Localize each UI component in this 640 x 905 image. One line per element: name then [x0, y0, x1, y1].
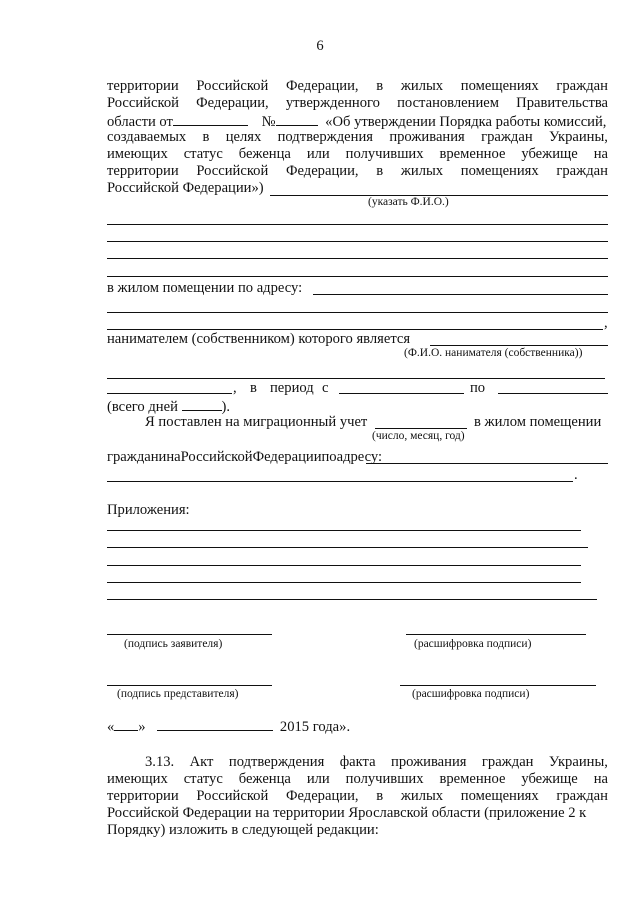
attachment-line[interactable]: [107, 582, 581, 583]
tenant-blank[interactable]: [430, 345, 608, 346]
blank-line[interactable]: [107, 241, 608, 242]
period-to-blank[interactable]: [498, 380, 608, 394]
attachment-line[interactable]: [107, 547, 588, 548]
tenant-hint: (Ф.И.О. нанимателя (собственника)): [404, 347, 583, 359]
intro-line-7: Российской Федерации»): [107, 180, 264, 196]
attachment-line[interactable]: [107, 530, 581, 531]
rep-decode-hint: (расшифровка подписи): [412, 688, 530, 700]
blank-line[interactable]: [107, 312, 608, 313]
applicant-signature-line[interactable]: [107, 634, 272, 635]
intro-line-6: территории Российской Федерации, в жилых помещениях граждан: [107, 163, 608, 179]
address-blank[interactable]: [313, 294, 608, 295]
address-comma: ,: [604, 315, 608, 331]
intro-line-2: Российской Федерации, утвержденного постановлением Правительства: [107, 95, 608, 111]
day-blank[interactable]: [114, 717, 138, 731]
applicant-decode-line[interactable]: [406, 634, 586, 635]
total-days-blank[interactable]: [182, 397, 222, 411]
blank-line[interactable]: [107, 329, 603, 330]
month-blank[interactable]: [157, 717, 273, 731]
decree-number-blank[interactable]: [276, 112, 318, 126]
blank-line[interactable]: [107, 258, 608, 259]
clause-line-1: 3.13. Акт подтверждения факта проживания граждан Украины,: [145, 754, 608, 770]
rep-decode-line[interactable]: [400, 685, 596, 686]
applicant-decode-hint: (расшифровка подписи): [414, 638, 532, 650]
blank-line[interactable]: [107, 276, 608, 277]
page-number: 6: [316, 38, 324, 54]
intro-line-4: создаваемых в целях подтверждения проживания граждан Украины,: [107, 129, 608, 145]
attachment-line[interactable]: [107, 565, 581, 566]
citizen-label: гражданина Российской Федерации по адресу:: [107, 449, 383, 465]
clause-line-5: Порядку) изложить в следующей редакции:: [107, 822, 379, 838]
fio-hint: (указать Ф.И.О.): [368, 196, 449, 208]
intro-line-3: области от № «Об утверждении Порядка работы комиссий,: [107, 114, 607, 130]
tenant-label: нанимателем (собственником) которого является: [107, 331, 411, 347]
decree-date-blank[interactable]: [173, 112, 248, 126]
total-days-line: (всего дней ).: [107, 399, 231, 415]
applicant-signature-hint: (подпись заявителя): [124, 638, 223, 650]
intro-line-5: имеющих статус беженца или получивших временное убежище на: [107, 146, 608, 162]
rep-signature-hint: (подпись представителя): [117, 688, 239, 700]
blank-line[interactable]: [107, 378, 605, 379]
attachments-label: Приложения:: [107, 502, 190, 518]
clause-line-3: территории Российской Федерации, в жилых помещениях граждан: [107, 788, 608, 804]
blank-line[interactable]: [107, 224, 608, 225]
citizen-period: .: [574, 467, 578, 483]
date-line: « » 2015 года».: [107, 719, 351, 735]
attachment-line[interactable]: [107, 599, 597, 600]
period-line: , в период с по: [107, 380, 608, 397]
rep-signature-line[interactable]: [107, 685, 272, 686]
clause-line-2: имеющих статус беженца или получивших временное убежище на: [107, 771, 608, 787]
migration-date-blank[interactable]: [375, 428, 467, 429]
citizen-address-blank[interactable]: [366, 463, 608, 464]
blank-line[interactable]: [107, 481, 573, 482]
period-name-blank[interactable]: [107, 380, 232, 394]
date-hint: (число, месяц, год): [372, 430, 465, 442]
period-from-blank[interactable]: [339, 380, 464, 394]
migration-text-2: в жилом помещении: [474, 414, 602, 430]
address-label: в жилом помещении по адресу:: [107, 280, 303, 296]
intro-line-1: территории Российской Федерации, в жилых помещениях граждан: [107, 78, 608, 94]
migration-text: Я поставлен на миграционный учет: [145, 414, 368, 430]
clause-line-4: Российской Федерации на территории Ярославской области (приложение 2 к: [107, 805, 587, 821]
